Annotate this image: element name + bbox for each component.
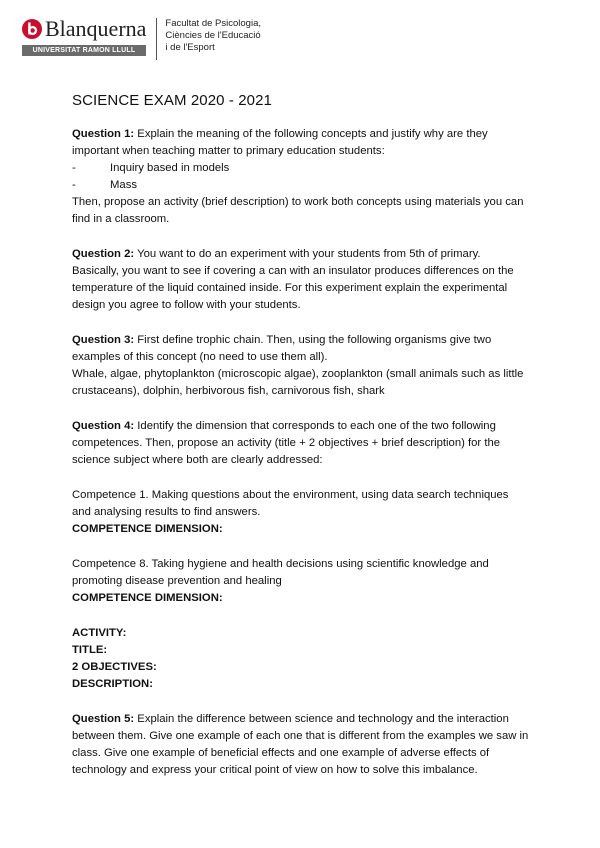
question-text: First define trophic chain. Then, using the following organisms give two examples of this concept (no need to use them all). (72, 334, 492, 363)
logo (22, 18, 146, 56)
question-label: Question 5: (72, 713, 135, 725)
bullet: - (72, 162, 76, 174)
competence-8: Competence 8. Taking hygiene and health decisions using scientific knowledge and promoting disease prevention and healing (72, 558, 489, 587)
question-2 (72, 246, 530, 314)
question-label: Question 1: (72, 128, 135, 140)
competence-dimension-label: COMPETENCE DIMENSION: (72, 592, 223, 604)
question-1-followup: Then, propose an activity (brief description) to work both concepts using materials you can find in a classroom. (72, 196, 524, 225)
description-label: DESCRIPTION: (72, 678, 153, 690)
competence-1: Competence 1. Making questions about the environment, using data search techniques and analysing results to find answers. (72, 489, 509, 518)
question-3 (72, 332, 530, 366)
question-label: Question 3: (72, 334, 135, 346)
bullet: - (72, 179, 76, 191)
exam-content (72, 126, 530, 779)
organism-list: Whale, algae, phytoplankton (microscopic algae), zooplankton (small animals such as little crustaceans), dolphin, herbivorous fish, carnivorous fish, shark (72, 368, 524, 397)
question-text: You want to do an experiment with your students from 5th of primary. Basically, you want to see if covering a can with an insulator produces differences on the temperature of the liquid contained inside. For this experiment explain the experimental design you agree to follow with your students. (72, 248, 514, 311)
question-text: Identify the dimension that corresponds to each one of the two following competences. Then, propose an activity (title + 2 objectives + brief description) for the science subject where both are clearly addressed: (72, 420, 501, 466)
list-item (72, 177, 530, 194)
list-item (72, 160, 530, 177)
brand-name: Blanquerna (45, 16, 147, 41)
question-5 (72, 711, 530, 779)
faculty-line: Facultat de Psicologia, (165, 18, 261, 29)
list-item-text: Inquiry based in models (110, 162, 230, 174)
title-label: TITLE: (72, 644, 108, 656)
university-bar: UNIVERSITAT RAMON LLULL (22, 45, 146, 56)
exam-title: SCIENCE EXAM 2020 - 2021 (72, 92, 272, 109)
faculty-name (165, 18, 261, 54)
competence-dimension-label: COMPETENCE DIMENSION: (72, 523, 223, 535)
question-text: Explain the meaning of the following concepts and justify why are they important when teaching matter to primary education students: (72, 128, 488, 157)
list-item-text: Mass (110, 179, 137, 191)
faculty-line: i de l'Esport (165, 42, 215, 53)
question-text: Explain the difference between science and technology and the interaction between them. Give one example of each one that is different from the examples we saw in class. Give one example of beneficial effects and one example of adverse effects of technology and express your critical point of view on how to solve this imbalance. (72, 713, 529, 776)
header (22, 18, 261, 62)
header-divider (156, 18, 157, 60)
objectives-label: 2 OBJECTIVES: (72, 661, 157, 673)
question-label: Question 2: (72, 248, 135, 260)
question-4 (72, 418, 530, 469)
question-label: Question 4: (72, 420, 135, 432)
blanquerna-b-icon (22, 19, 42, 39)
question-1 (72, 126, 530, 160)
activity-label: ACTIVITY: (72, 627, 127, 639)
faculty-line: Ciències de l'Educació (165, 30, 261, 41)
